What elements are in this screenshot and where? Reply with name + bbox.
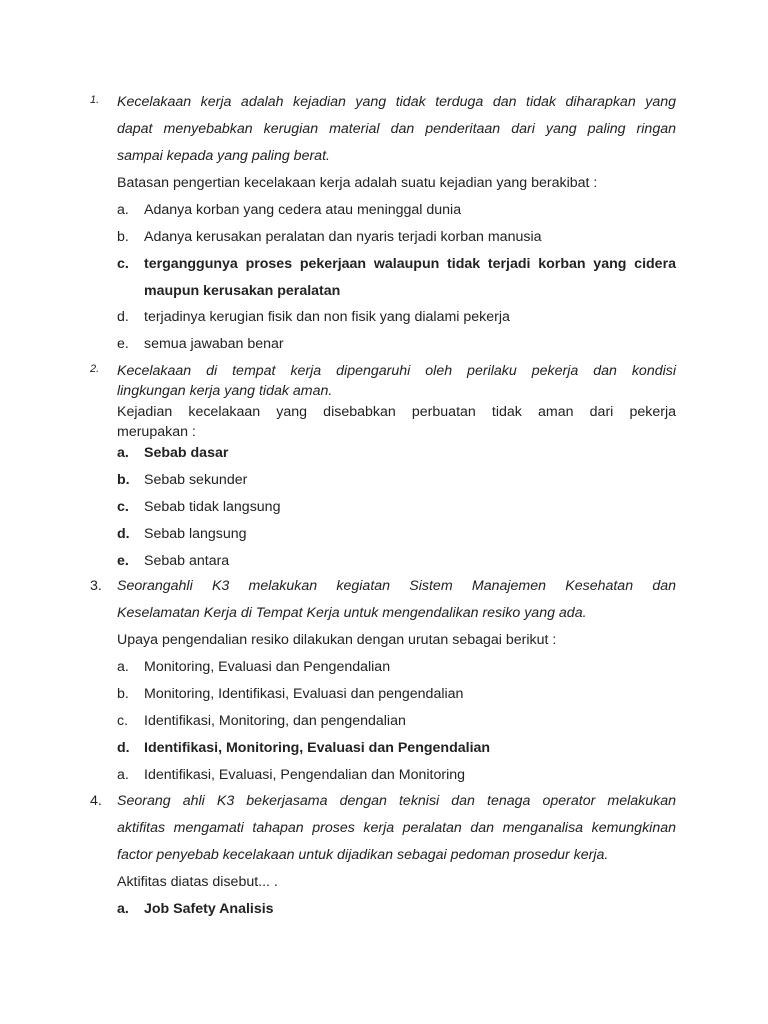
question-number: 3. [90, 578, 102, 594]
option-label: c. [117, 713, 129, 729]
option-label: a. [117, 767, 129, 783]
question-stem-line: factor penyebab kecelakaan untuk dijadikan sebagai pedoman prosedur kerja. [117, 847, 609, 863]
question-prompt: merupakan : [117, 424, 196, 440]
question-prompt: Aktifitas diatas disebut... . [117, 874, 278, 890]
option-label: d. [117, 740, 130, 756]
option-text: Identifikasi, Monitoring, Evaluasi dan Pengendalian [144, 740, 491, 756]
question-number: 4. [90, 793, 102, 809]
option-text: Sebab antara [144, 553, 230, 569]
option-label: d. [117, 526, 130, 542]
question-stem-line: aktifitas mengamati tahapan proses kerja peralatan dan menganalisa kemungkinan [117, 820, 676, 836]
question-stem-line: dapat menyebabkan kerugian material dan penderitaan dari yang paling ringan [117, 121, 676, 137]
option-text: Sebab tidak langsung [144, 499, 281, 515]
option-label: a. [117, 659, 129, 675]
question-stem-line: Seorangahli K3 melakukan kegiatan Sistem Manajemen Kesehatan dan [117, 578, 676, 594]
option-text: Sebab sekunder [144, 472, 248, 488]
option-label: d. [117, 309, 129, 325]
option-text: Identifikasi, Monitoring, dan pengendalian [144, 713, 406, 729]
option-label: b. [117, 229, 129, 245]
option-label: a. [117, 901, 129, 917]
option-label: c. [117, 256, 129, 272]
option-label: a. [117, 202, 129, 218]
question-stem-line: Keselamatan Kerja di Tempat Kerja untuk mengendalikan resiko yang ada. [117, 605, 587, 621]
option-text: semua jawaban benar [144, 336, 284, 352]
option-text: Identifikasi, Evaluasi, Pengendalian dan Monitoring [144, 767, 465, 783]
question-stem-line: sampai kepada yang paling berat. [117, 148, 330, 164]
option-label: c. [117, 499, 129, 515]
option-text: Job Safety Analisis [144, 901, 274, 917]
question-stem-line: lingkungan kerja yang tidak aman. [117, 383, 333, 399]
option-label: e. [117, 336, 129, 352]
option-text: Monitoring, Evaluasi dan Pengendalian [144, 659, 391, 675]
option-label: b. [117, 686, 129, 702]
question-stem-line: Kecelakaan kerja adalah kejadian yang tidak terduga dan tidak diharapkan yang [117, 94, 676, 110]
question-stem-line: Kecelakaan di tempat kerja dipengaruhi oleh perilaku pekerja dan kondisi [117, 363, 676, 379]
option-text: Sebab langsung [144, 526, 247, 542]
option-text: terganggunya proses pekerjaan walaupun tidak terjadi korban yang cidera [144, 256, 676, 272]
option-label: b. [117, 472, 130, 488]
option-text: Adanya korban yang cedera atau meninggal dunia [144, 202, 462, 218]
question-prompt: Batasan pengertian kecelakaan kerja adalah suatu kejadian yang berakibat : [117, 175, 598, 191]
question-prompt: Upaya pengendalian resiko dilakukan dengan urutan sebagai berikut : [117, 632, 557, 648]
option-text-continued: maupun kerusakan peralatan [144, 283, 341, 299]
question-number: 1. [90, 94, 100, 106]
question-stem-line: Seorang ahli K3 bekerjasama dengan teknisi dan tenaga operator melakukan [117, 793, 676, 809]
question-number: 2. [90, 363, 100, 375]
option-text: Sebab dasar [144, 445, 229, 461]
option-text: terjadinya kerugian fisik dan non fisik yang dialami pekerja [144, 309, 510, 325]
option-label: e. [117, 553, 129, 569]
option-label: a. [117, 445, 129, 461]
question-prompt: Kejadian kecelakaan yang disebabkan perbuatan tidak aman dari pekerja [117, 404, 676, 420]
option-text: Monitoring, Identifikasi, Evaluasi dan pengendalian [144, 686, 464, 702]
option-text: Adanya kerusakan peralatan dan nyaris terjadi korban manusia [144, 229, 542, 245]
